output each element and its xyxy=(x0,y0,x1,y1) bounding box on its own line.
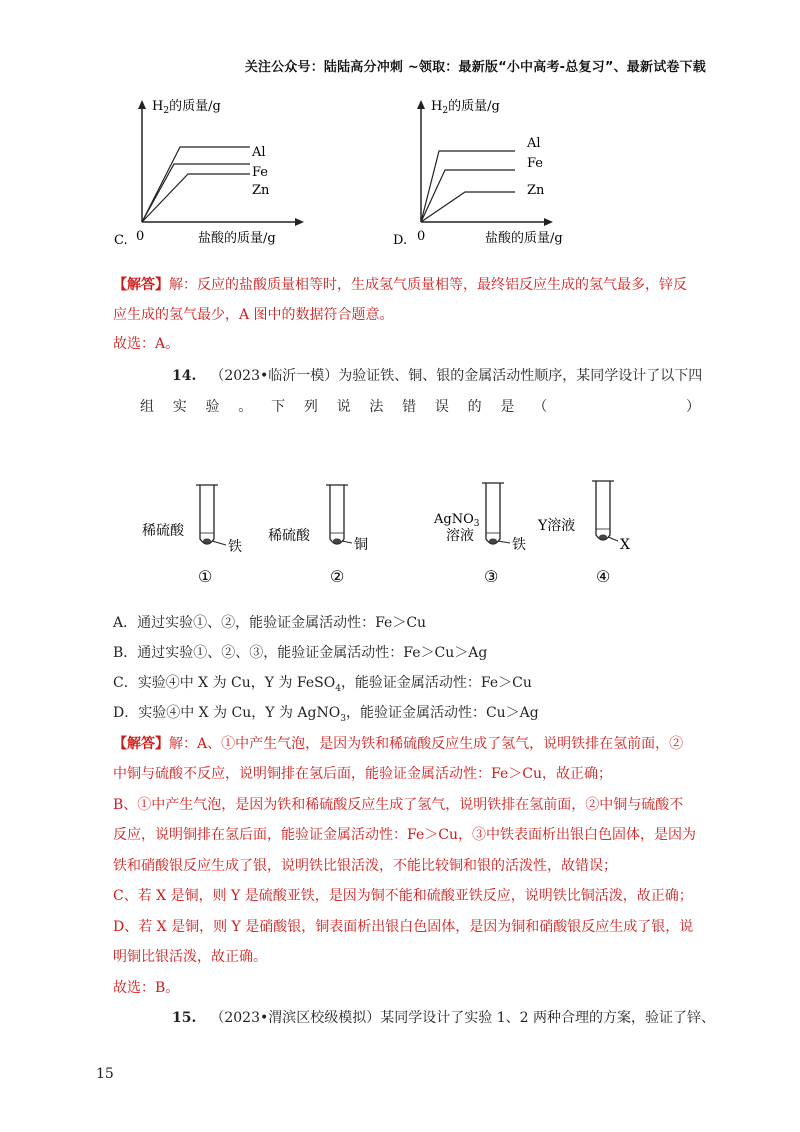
svg-text:③: ③ xyxy=(484,567,499,586)
svg-text:稀硫酸: 稀硫酸 xyxy=(142,523,184,539)
q14-answer-line1: 【解答】解：A、①中产生气泡，是因为铁和稀硫酸反应生成了氢气，说明铁排在氢前面，② xyxy=(113,736,684,752)
svg-text:Y溶液: Y溶液 xyxy=(538,518,576,534)
svg-text:④: ④ xyxy=(596,567,611,586)
svg-text:铜: 铜 xyxy=(354,537,368,553)
svg-text:①: ① xyxy=(198,567,213,586)
graph-d-svg xyxy=(387,92,587,252)
graph-d-fe: Fe xyxy=(527,156,544,171)
svg-text:②: ② xyxy=(330,567,345,586)
q14-answer-line6: C、若 X 是铜，则 Y 是硫酸亚铁，是因为铜不能和硫酸亚铁反应，说明铁比铜活泼，故正确； xyxy=(113,888,693,904)
test-tube-3 xyxy=(433,483,526,586)
q13-answer-line2: 应生成的氢气最少，A 图中的数据符合题意。 xyxy=(113,307,394,323)
svg-text:铁: 铁 xyxy=(512,537,526,553)
svg-text:铁: 铁 xyxy=(228,539,242,555)
svg-text:X: X xyxy=(620,537,630,553)
experiments-svg xyxy=(140,475,660,595)
graph-d-option: D. xyxy=(393,233,408,248)
graph-c-fe: Fe xyxy=(252,165,269,180)
graph-c-ylabel: $H_2$的质量/g xyxy=(152,99,221,116)
q14-option-c: C．实验④中 X 为 Cu，Y 为 FeSO$_4$，能验证金属活动性：Fe＞Cu xyxy=(113,675,532,694)
q14-answer-line5: 铁和硝酸银反应生成了银，说明铁比银活泼，不能比较铜和银的活泼性，故错误； xyxy=(113,858,617,874)
q13-answer-line1: 【解答】解：反应的盐酸质量相等时，生成氢气质量相等，最终铝反应生成的氢气最多，锌反 xyxy=(113,277,687,293)
graph-d-xlabel: 盐酸的质量/g xyxy=(485,231,563,246)
question-number: 15. xyxy=(172,1010,197,1026)
graph-c-option: C. xyxy=(114,233,128,248)
q14-choice: 故选：B。 xyxy=(113,980,180,996)
q13-choice: 故选：A。 xyxy=(113,336,180,352)
test-tube-4 xyxy=(537,481,630,586)
q14-answer-line3: B、①中产生气泡，是因为铁和稀硫酸反应生成了氢气，说明铁排在氢前面，②中铜与硫酸不 xyxy=(113,797,684,813)
graph-d-al: Al xyxy=(527,136,541,151)
graph-c-zn: Zn xyxy=(252,183,270,198)
svg-text:AgNO3: AgNO$_3$ xyxy=(434,512,480,529)
q14-stem-line1: 14. （2023•临沂一模）为验证铁、铜、银的金属活动性顺序，某同学设计了以下四 xyxy=(172,368,703,384)
q14-answer-line2: 中铜与硫酸不反应，说明铜排在氢后面，能验证金属活动性：Fe＞Cu，故正确； xyxy=(113,766,612,782)
graph-d-zn: Zn xyxy=(527,183,545,198)
svg-text:溶液: 溶液 xyxy=(446,528,474,544)
q14-option-b: B．通过实验①、②、③，能验证金属活动性：Fe＞Cu＞Ag xyxy=(113,645,488,661)
page-number: 15 xyxy=(96,1066,114,1082)
graph-c-origin: 0 xyxy=(136,229,145,244)
graph-d-origin: 0 xyxy=(417,229,426,244)
answer-tag: 【解答】 xyxy=(113,736,169,752)
graph-d xyxy=(387,92,587,252)
page-header: 关注公众号：陆陆高分冲刺 ~领取：最新版“小中高考-总复习”、最新试卷下载 xyxy=(244,60,706,75)
graph-c-al: Al xyxy=(252,145,266,160)
q14-option-a: A．通过实验①、②，能验证金属活动性：Fe＞Cu xyxy=(113,615,427,631)
graph-c-xlabel: 盐酸的质量/g xyxy=(198,231,276,246)
q14-stem-line2: 组 实 验 。 下 列 说 法 错 误 的 是 （ ） xyxy=(140,399,700,415)
graph-d-ylabel: $H_2$的质量/g xyxy=(431,99,500,116)
q14-option-d: D．实验④中 X 为 Cu，Y 为 AgNO$_3$，能验证金属活动性：Cu＞Ag xyxy=(113,705,539,724)
q14-answer-line7: D、若 X 是铜，则 Y 是硝酸银，铜表面析出银白色固体，是因为铜和硝酸银反应生成了银，说 xyxy=(113,919,694,935)
test-tube-1 xyxy=(142,485,242,586)
graph-c xyxy=(108,92,308,252)
q14-answer-line8: 明铜比银活泼，故正确。 xyxy=(113,949,267,965)
question-number: 14. xyxy=(172,368,197,384)
q14-answer-line4: 反应，说明铜排在氢后面，能验证金属活动性：Fe＞Cu，③中铁表面析出银白色固体，是因为 xyxy=(113,827,696,843)
answer-tag: 【解答】 xyxy=(113,277,169,293)
experiments-figure xyxy=(140,475,660,595)
test-tube-2 xyxy=(268,485,368,586)
graph-c-svg xyxy=(108,92,308,252)
q15-stem: 15. （2023•渭滨区校级模拟）某同学设计了实验 1、2 两种合理的方案，验证了锌、 xyxy=(172,1010,715,1026)
svg-text:稀硫酸: 稀硫酸 xyxy=(268,528,310,544)
